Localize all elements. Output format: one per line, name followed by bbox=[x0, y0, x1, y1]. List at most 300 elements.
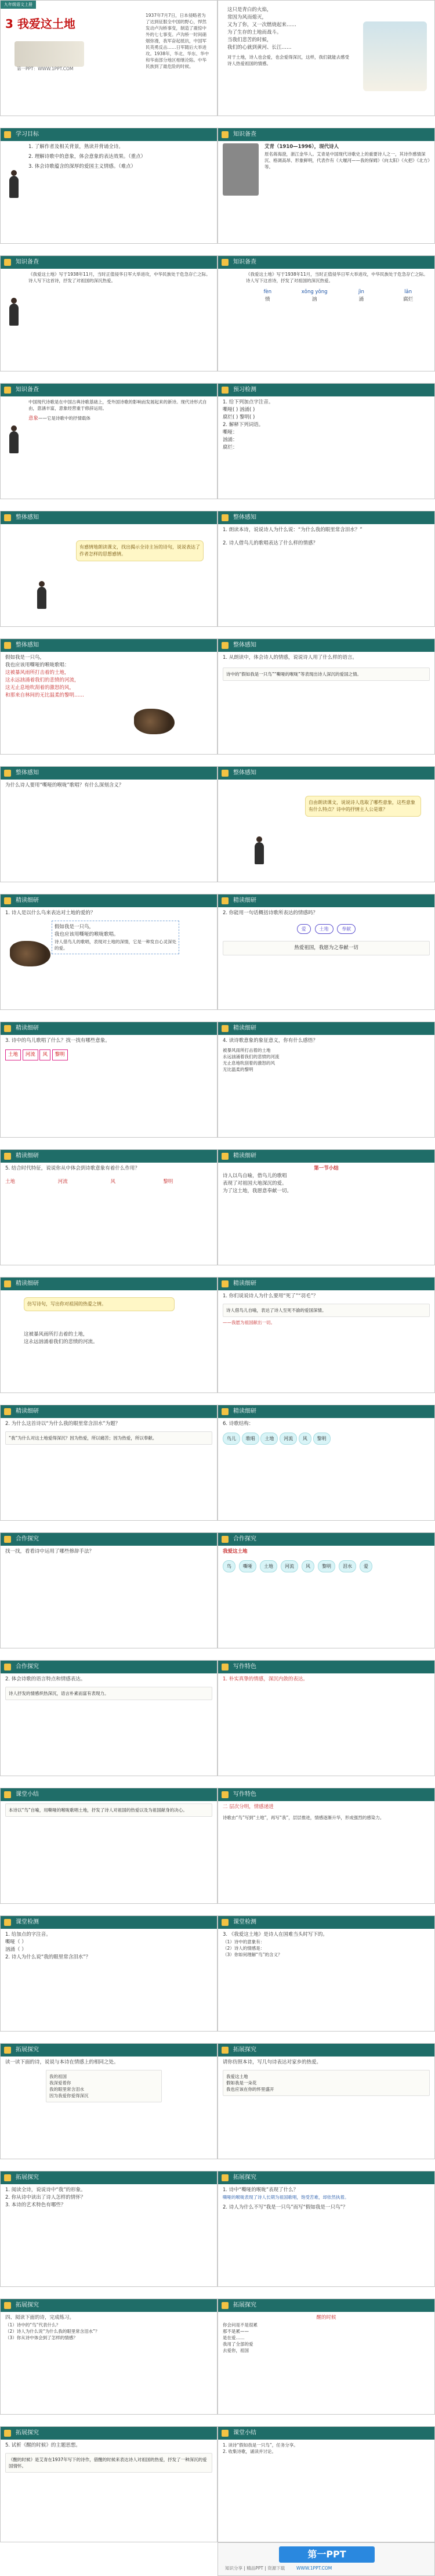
slide-24[interactable] bbox=[217, 1532, 435, 1648]
poem-line: 是在爱…… bbox=[223, 2335, 245, 2340]
slide-body bbox=[5, 2187, 212, 2283]
exercise-line: （1）诗中的意象有： bbox=[223, 1939, 265, 1944]
slide-body bbox=[5, 1420, 212, 1517]
site-logo: 第一PPT bbox=[279, 2546, 375, 2563]
slide-37[interactable] bbox=[0, 2426, 217, 2542]
slide-body bbox=[223, 1037, 430, 1134]
exercise-line: （2）诗人的情感是： bbox=[223, 1946, 265, 1951]
question: 2. 诗人为什么不写“我是一只鸟”而写“假如我是一只鸟”？ bbox=[223, 2205, 348, 2210]
slide-header: 精读细研 bbox=[218, 1022, 434, 1035]
header-icon bbox=[4, 1153, 11, 1160]
question: 4. 读诗歌意象的象征意义，你有什么感悟？ bbox=[223, 1038, 318, 1044]
slide-body bbox=[223, 526, 430, 623]
exercise-line: 汹涌： bbox=[223, 437, 238, 443]
header-icon bbox=[222, 514, 229, 521]
slide-32[interactable] bbox=[217, 2043, 435, 2159]
slide-header: 知识备查 bbox=[1, 384, 217, 396]
slide-22[interactable] bbox=[217, 1405, 435, 1521]
header-icon bbox=[222, 897, 229, 904]
question: 1. 阅读全诗，说说诗中“我”的形象。 bbox=[5, 2187, 86, 2193]
illustration bbox=[363, 21, 427, 91]
header-icon bbox=[222, 2302, 229, 2309]
structure-item: 歌唱 bbox=[242, 1433, 259, 1445]
exercise-line: 1. 给加点的字注音。 bbox=[5, 1932, 51, 1938]
slide-8[interactable] bbox=[0, 511, 217, 627]
prompt-cloud: 仿写诗句，写出你对祖国的热爱之情。 bbox=[24, 1297, 175, 1311]
structure-item: 风 bbox=[299, 1433, 311, 1445]
poem-line: 这永远汹涌着我们的悲愤的河流， bbox=[5, 677, 79, 683]
keyword: 意象 bbox=[28, 416, 39, 421]
question: 1. 诗中“嘶哑的喉咙”表现了什么？ bbox=[223, 2187, 299, 2193]
slide-body bbox=[223, 1420, 430, 1517]
slide-header: 课堂检测 bbox=[218, 1916, 434, 1929]
slide-2[interactable] bbox=[217, 0, 435, 116]
question: 1. 从朗读中，体会诗人的情感，说说诗人用了什么样的语言。 bbox=[223, 655, 357, 661]
mindmap-branch: 风 bbox=[302, 1560, 314, 1572]
poem-line: 我的祖国 bbox=[49, 2074, 67, 2079]
feature-text: 诗歌由“鸟”写到“土地”，再写“我”，层层推进，情感逐渐升华，形成强烈的感染力。 bbox=[223, 1815, 385, 1820]
slide-6[interactable] bbox=[0, 383, 217, 499]
slide-31[interactable] bbox=[0, 2043, 217, 2159]
label: 河流 bbox=[57, 1179, 68, 1185]
header-icon bbox=[222, 131, 229, 138]
summary-line: 诗人以鸟自喻，借鸟儿的歌唱 bbox=[223, 1173, 287, 1179]
slide-body bbox=[5, 271, 212, 367]
exercise-line: 嘶哑： bbox=[223, 430, 238, 435]
mindmap-branch: 鸟 bbox=[223, 1560, 235, 1572]
keyword-note: ——它是诗歌中的抒情载体 bbox=[38, 416, 91, 421]
answer-box: 诗中的“假如我是一只鸟”“嘶哑的喉咙”等表现出诗人深沉的爱国之情。 bbox=[223, 668, 430, 681]
slide-header: 拓展探究 bbox=[218, 2044, 434, 2057]
header-icon bbox=[222, 1408, 229, 1415]
slide-header: 整体感知 bbox=[1, 511, 217, 524]
slide-header: 课堂小结 bbox=[1, 1788, 217, 1801]
slide-body bbox=[5, 2442, 212, 2538]
question: 1. 朗读本诗，说说诗人为什么说：“为什么我的眼里常含泪水？” bbox=[223, 527, 362, 533]
slide-body bbox=[5, 1548, 212, 1644]
summary-line: 表现了对祖国大地深沉的爱。 bbox=[223, 1181, 287, 1186]
question: 2. 体会诗歌的语言特点和情感表达。 bbox=[5, 1676, 86, 1682]
slide-header: 写作特色 bbox=[218, 1788, 434, 1801]
header-icon bbox=[4, 2430, 11, 2437]
image-word: 土地 bbox=[5, 1049, 21, 1060]
pinyin-row bbox=[246, 288, 430, 304]
slide-body bbox=[5, 2314, 212, 2411]
exercise-line: 汹涌（ ） bbox=[5, 1947, 27, 1953]
background-text: 《我爱这土地》写于1938年11月，当时正值侵华日军大举进攻，中华民族处于危急存亡之际。诗人写下这首诗，抒发了对祖国的深沉热爱。 bbox=[28, 272, 211, 283]
slide-body bbox=[5, 1931, 212, 2027]
slide-body bbox=[223, 1548, 430, 1644]
slide-header: 精读细研 bbox=[1, 894, 217, 907]
answer-box: 《醒的时候》是艾青在1937年写下的诗作，借醒的时候来表达诗人对祖国的热爱，抒发了一种深沉的爱国情怀。 bbox=[5, 2453, 212, 2473]
slide-header: 拓展探究 bbox=[1, 2044, 217, 2057]
summary-line: 为了这土地，我愿意奉献一切。 bbox=[223, 1188, 292, 1194]
header-icon bbox=[4, 1280, 11, 1287]
slide-12[interactable] bbox=[0, 766, 217, 882]
summary-item: 1. 读诗“假如我是一只鸟”，任务分享。 bbox=[223, 2442, 298, 2448]
poem-line: 这无止息地吹刮着的激怒的风， bbox=[5, 685, 75, 691]
slide-9[interactable] bbox=[217, 511, 435, 627]
structure-item: 鸟儿 bbox=[223, 1433, 240, 1445]
teacher-icon bbox=[8, 170, 20, 198]
poem-note: 对于土地，诗人也会爱，也会爱得深沉，这样，我们就能去感受诗人热爱祖国的情感。 bbox=[227, 55, 349, 66]
slide-header: 写作特色 bbox=[218, 1661, 434, 1673]
slide-header: 预习检测 bbox=[218, 384, 434, 396]
slide-body bbox=[5, 399, 212, 495]
header-icon bbox=[4, 514, 11, 521]
pinyin-item: lǎn 腐烂 bbox=[403, 289, 414, 302]
slide-body bbox=[223, 1676, 430, 1772]
question: 四、阅读下面的诗，完成练习。 bbox=[5, 2315, 75, 2321]
slide-header: 精读细研 bbox=[1, 1022, 217, 1035]
slide-header: 精读细研 bbox=[1, 1278, 217, 1290]
slide-body bbox=[223, 2314, 430, 2411]
slide-27[interactable] bbox=[0, 1788, 217, 1904]
slide-body bbox=[223, 2059, 430, 2155]
slide-21[interactable] bbox=[0, 1405, 217, 1521]
mindmap-center: 我爱这土地 bbox=[223, 1549, 248, 1554]
slide-header: 知识备查 bbox=[1, 256, 217, 269]
question: 2. 诗人借鸟儿的歌唱表达了什么样的情感？ bbox=[223, 540, 318, 546]
side-text: 1937年7月7日，日本侵略者为了达到征服全中国的野心，悍然发动卢沟桥事变，制造了震惊中外的七七事变。卢沟桥一时间硝烟弥漫，我军奋起抵抗，中国军民英勇反击……日军随后大举进攻。1938年，华北、华东、华中和华南部分地区相继沦陷。中华民族到了最危险的时候。 bbox=[146, 13, 209, 69]
slide-20[interactable] bbox=[217, 1277, 435, 1393]
slide-28[interactable] bbox=[217, 1788, 435, 1904]
slide-body bbox=[5, 1676, 212, 1772]
slide-7[interactable] bbox=[217, 383, 435, 499]
quote-box: 假如我是一只鸟， 我也应该用嘶哑的喉咙歌唱。 诗人借鸟儿的歌唱，表现对土地的深情，它是一种发自心灵深处的爱。 bbox=[52, 921, 179, 954]
slide-5[interactable] bbox=[0, 255, 217, 371]
slide-title: 3 我爱这土地 bbox=[5, 17, 75, 31]
structure-item: 河流 bbox=[280, 1433, 297, 1445]
poem-line: 我们的心就到黄河、长江…… bbox=[227, 45, 292, 50]
poem-line: 常因为风而熄灭， bbox=[227, 15, 267, 20]
slide-body bbox=[5, 1803, 212, 1900]
image-row: 无比温柔的黎明 bbox=[223, 1067, 253, 1072]
site-tagline: 知识分享 | 精品PPT | 资源下载 bbox=[225, 2566, 285, 2571]
slide-header: 整体感知 bbox=[218, 767, 434, 780]
header-icon bbox=[4, 770, 11, 777]
exercise-line: （2）诗人为什么说“为什么我的眼里常含泪水”？ bbox=[5, 2329, 100, 2334]
exercise-line: 腐烂( ) 黎明( ) bbox=[223, 414, 255, 420]
key-pill: 土地 bbox=[315, 924, 334, 934]
teacher-icon bbox=[35, 581, 48, 609]
exercise-line: （3）你如何理解“鸟”的含义？ bbox=[223, 1952, 282, 1957]
header-icon bbox=[4, 1664, 11, 1671]
label: 土地 bbox=[5, 1179, 16, 1185]
exercise-line: 2. 诗人为什么说“我的眼里常含泪水”？ bbox=[5, 1954, 91, 1960]
poem-line: 我用了全部的爱 bbox=[223, 2342, 253, 2347]
mindmap-branch: 黎明 bbox=[318, 1560, 335, 1572]
poem-line: 我的眼里常含泪水 bbox=[49, 2087, 84, 2092]
slide-body bbox=[5, 1037, 212, 1134]
structure-item: 土地 bbox=[260, 1433, 278, 1445]
poem-line: 这只是青白的火焰， bbox=[227, 7, 272, 13]
header-icon bbox=[222, 1280, 229, 1287]
pinyin-item: fèn 愤 bbox=[263, 289, 272, 302]
slide-header: 知识备查 bbox=[218, 128, 434, 141]
header-icon bbox=[222, 387, 229, 394]
mindmap-branch: 爱 bbox=[360, 1560, 372, 1572]
poem-line: 又为了你，又一次燃烧起来…… bbox=[227, 22, 297, 28]
slide-25[interactable] bbox=[0, 1660, 217, 1776]
poem-line: 因为我爱你爱得深沉 bbox=[49, 2093, 89, 2098]
site-url: WWW.1PPT.COM bbox=[296, 2566, 332, 2571]
image-row: 无止息地吹刮着的激怒的风 bbox=[223, 1060, 275, 1066]
bird-icon bbox=[134, 709, 175, 734]
header-icon bbox=[4, 131, 11, 138]
label: 黎明 bbox=[163, 1179, 173, 1185]
background-text: 《我爱这土地》写于1938年11月，当时正值侵华日军大举进攻，中华民族处于危急存亡之际。诗人写下这首诗，抒发了对祖国的深沉热爱。 bbox=[246, 272, 428, 283]
poem-line: 假如我是一只鸟， bbox=[5, 655, 45, 661]
bird-icon bbox=[10, 941, 50, 966]
slide-body bbox=[223, 1803, 430, 1900]
slide-13[interactable] bbox=[0, 894, 217, 1010]
summary-title: 第一节小结 bbox=[314, 1166, 339, 1171]
mindmap-branch: 泪水 bbox=[339, 1560, 356, 1572]
slide-body bbox=[223, 1931, 430, 2027]
answer-box: 我爱这土地 假如我是一朵花 我也应该在你的怀里盛开 bbox=[223, 2070, 430, 2096]
slide-header: 合作探究 bbox=[218, 1533, 434, 1546]
feature-title: 1. 朴实真挚的情感，深沉内敛的表达。 bbox=[223, 1676, 308, 1682]
slide-33[interactable] bbox=[0, 2171, 217, 2287]
header-icon bbox=[222, 259, 229, 266]
slide-body bbox=[223, 1293, 430, 1389]
header-icon bbox=[4, 1919, 11, 1926]
question: 读一读下面的诗，说说与本诗在情感上的相同之处。 bbox=[5, 2059, 119, 2065]
prompt-cloud: 有感情地朗读课文，找出揭示全诗主旨的诗句，说说表达了作者怎样的思想感情。 bbox=[76, 540, 204, 561]
slide-header: 课堂小结 bbox=[218, 2427, 434, 2440]
header-icon bbox=[4, 2047, 11, 2054]
slide-36[interactable] bbox=[217, 2299, 435, 2415]
slide-header: 精读细研 bbox=[218, 1405, 434, 1418]
header-icon bbox=[222, 2174, 229, 2181]
mindmap-branch: 嘶哑 bbox=[239, 1560, 256, 1572]
question: 请你仿照本诗，写几句诗表达对家乡的热爱。 bbox=[223, 2059, 322, 2065]
exercise-line: （1）诗中的“鸟”代表什么？ bbox=[5, 2322, 61, 2328]
teacher-icon bbox=[8, 298, 20, 326]
answer-tail: ——我愿为祖国献出一切。 bbox=[223, 1320, 275, 1325]
header-icon bbox=[222, 1791, 229, 1798]
slide-body bbox=[5, 782, 212, 878]
slide-body bbox=[5, 1165, 212, 1261]
header-icon bbox=[222, 1536, 229, 1543]
header-icon bbox=[4, 2174, 11, 2181]
header-icon bbox=[222, 1664, 229, 1671]
goal-item: 3. 体会诗歌蕴含的深厚的爱国主义情感。（难点） bbox=[28, 164, 136, 169]
question: 5. 结合时代特征，说说你从中体会到诗歌意象有着什么作用？ bbox=[5, 1166, 140, 1171]
exercise-line: 腐烂： bbox=[223, 445, 238, 450]
slide-header: 拓展探究 bbox=[218, 2171, 434, 2184]
teacher-icon bbox=[8, 425, 20, 453]
prompt-cloud: 自由朗读课文，说说诗人选取了哪些意象，这些意象有什么特点？诗中的抒情主人公是谁？ bbox=[305, 796, 421, 817]
question: 3. 本诗的艺术特色有哪些？ bbox=[5, 2202, 66, 2208]
question: 1. 诗人是以什么鸟来表达对土地的爱的？ bbox=[5, 910, 96, 916]
ad-banner[interactable] bbox=[217, 2542, 435, 2576]
poem-line: 你会问是不是很累 bbox=[223, 2322, 258, 2328]
exercise-line: 1. 给下列加点字注音。 bbox=[223, 399, 274, 405]
knowledge-text: 中国现代诗歌是在中国古典诗歌基础上，受外国诗歌的影响而发展起来的新诗。现代诗形式自由，意涵丰富，意象经营重于修辞运用。 bbox=[28, 399, 207, 411]
question: 找一找，看看诗中运用了哪些修辞手法？ bbox=[5, 1549, 95, 1554]
slide-11[interactable] bbox=[217, 638, 435, 755]
image-word: 黎明 bbox=[52, 1049, 68, 1060]
header-icon bbox=[4, 1791, 11, 1798]
pinyin-item: xǒng yǒng 汹 bbox=[301, 289, 328, 302]
slide-body bbox=[5, 143, 212, 240]
image-word: 河流 bbox=[23, 1049, 38, 1060]
header-icon bbox=[222, 770, 229, 777]
slide-1[interactable] bbox=[0, 0, 217, 116]
poem-line: 当我们悲苦的时候， bbox=[227, 37, 272, 43]
slide-header: 课堂检测 bbox=[1, 1916, 217, 1929]
header-icon bbox=[4, 642, 11, 649]
slide-16[interactable] bbox=[217, 1022, 435, 1138]
goal-item: 2. 理解诗歌中的意象，体会意象的表达效果。（重点） bbox=[28, 154, 146, 160]
slide-header: 精读细研 bbox=[218, 1150, 434, 1163]
answer-text: 嘶哑的喉咙表现了诗人长期为祖国歌唱，饱受苦难，却依然执着。 bbox=[223, 2195, 349, 2200]
slide-header: 整体感知 bbox=[1, 767, 217, 780]
exercise-line: 嘶哑（ ） bbox=[5, 1939, 27, 1945]
author-photo bbox=[223, 143, 259, 196]
slide-header: 拓展探究 bbox=[1, 2427, 217, 2440]
slide-29[interactable] bbox=[0, 1915, 217, 2032]
header-icon bbox=[222, 642, 229, 649]
question: 2. 你能用一句话概括诗歌所表达的情感吗？ bbox=[223, 910, 318, 916]
slide-body bbox=[223, 910, 430, 1006]
question: 为什么诗人要用“嘶哑的喉咙”歌唱？有什么深刻含义？ bbox=[5, 782, 124, 788]
slide-body bbox=[5, 654, 212, 751]
slide-header: 合作探究 bbox=[1, 1661, 217, 1673]
question: 3. 《我爱这土地》是诗人在国难当头时写下的。 bbox=[223, 1932, 328, 1938]
exercise-line: （3）你从诗中体会到了怎样的情感？ bbox=[5, 2335, 78, 2340]
header-icon bbox=[222, 1153, 229, 1160]
slide-12b[interactable] bbox=[217, 766, 435, 882]
slide-30[interactable] bbox=[217, 1915, 435, 2032]
header-icon bbox=[222, 2047, 229, 2054]
header-icon bbox=[4, 1408, 11, 1415]
slide-34[interactable] bbox=[217, 2171, 435, 2287]
key-pill: 爱 bbox=[297, 924, 311, 934]
header-icon bbox=[4, 259, 11, 266]
image-row: 永远汹涌着我们的悲愤的河流 bbox=[223, 1054, 280, 1059]
summary-box: 本诗以“鸟”自喻，用嘶哑的喉咙歌唱土地，抒发了诗人对祖国的热爱以及为祖国献身的决心。 bbox=[5, 1803, 212, 1817]
slide-header: 拓展探究 bbox=[1, 2171, 217, 2184]
slide-header: 精读细研 bbox=[1, 1150, 217, 1163]
feature-title: 二 层次分明，情感递进 bbox=[223, 1804, 274, 1810]
slide-body bbox=[223, 2442, 430, 2538]
slide-body bbox=[223, 143, 430, 240]
exercise-line: 2. 解释下列词语。 bbox=[223, 422, 264, 428]
slide-body bbox=[223, 1165, 430, 1261]
mindmap-branch: 河流 bbox=[281, 1560, 298, 1572]
slide-body bbox=[223, 654, 430, 751]
slide-38[interactable] bbox=[217, 2426, 435, 2542]
answer-box: 诗人借鸟儿自喻，表达了诗人至死不渝的爱国深情。 bbox=[223, 1304, 430, 1317]
label: 风 bbox=[110, 1179, 116, 1185]
slide-header: 合作探究 bbox=[1, 1533, 217, 1546]
question: 1. 你们说说诗人为什么要用“死了”“羽毛”？ bbox=[223, 1293, 318, 1299]
poem-line: 我也应该用嘶哑的喉咙歌唱： bbox=[5, 662, 70, 668]
question: 2. 你从诗中读出了诗人怎样的情怀？ bbox=[5, 2195, 86, 2200]
slide-header: 整体感知 bbox=[218, 511, 434, 524]
answer-box: 诗人抒发的情感炽热深沉，语言朴素而富有表现力。 bbox=[5, 1687, 212, 1700]
slide-14[interactable] bbox=[217, 894, 435, 1010]
header-icon bbox=[4, 2302, 11, 2309]
poem-line: 那不是累—— bbox=[223, 2329, 249, 2334]
slide-17[interactable] bbox=[0, 1149, 217, 1265]
exercise-line: 嘶哑( ) 汹涌( ) bbox=[223, 407, 255, 413]
illustration bbox=[14, 41, 84, 67]
slide-header: 整体感知 bbox=[218, 639, 434, 652]
image-word: 风 bbox=[39, 1049, 50, 1060]
author-text: 原名蒋海澄，浙江金华人。艾青是中国现代诗歌史上的重要诗人之一，其诗作感情深沉、格调高昂、形象鲜明，代表作有《大堰河——我的保姆》《向太阳》《火把》《北方》等。 bbox=[264, 151, 430, 169]
slide-body bbox=[5, 2059, 212, 2155]
slide-header: 精读细研 bbox=[1, 1405, 217, 1418]
answer-box: 热爱祖国，我愿为之奉献一切 bbox=[223, 941, 430, 955]
header-icon bbox=[222, 1919, 229, 1926]
slide-15[interactable] bbox=[0, 1022, 217, 1138]
poem-block bbox=[227, 6, 352, 67]
slide-19[interactable] bbox=[0, 1277, 217, 1393]
poem-line: 这被暴风雨所打击着的土地， bbox=[5, 670, 70, 676]
poem-line: 我深爱着你 bbox=[49, 2080, 71, 2086]
slide-4[interactable] bbox=[217, 128, 435, 244]
poem-line: 和那来自林间的无比温柔的黎明…… bbox=[5, 692, 85, 698]
header-icon bbox=[4, 1025, 11, 1032]
slide-header: 拓展探究 bbox=[1, 2299, 217, 2312]
slide-header: 精读细研 bbox=[218, 1278, 434, 1290]
slide-26[interactable] bbox=[217, 1660, 435, 1776]
header-icon bbox=[4, 1536, 11, 1543]
slide-3[interactable] bbox=[0, 128, 217, 244]
pinyin-item: jìn 涌 bbox=[358, 289, 364, 302]
structure-item: 黎明 bbox=[313, 1433, 331, 1445]
poem-title: 醒的时候 bbox=[316, 2315, 336, 2321]
slide-tag: 九年级语文上册 bbox=[1, 1, 36, 9]
poem-line: 为了生存的土地而战斗。 bbox=[227, 30, 282, 35]
header-icon bbox=[4, 387, 11, 394]
header-icon bbox=[222, 2430, 229, 2437]
question: 3. 诗中的鸟儿歌唱了什么？找一找有哪些意象。 bbox=[5, 1038, 110, 1044]
slide-35[interactable] bbox=[0, 2299, 217, 2415]
poem-block: 这被暴风雨所打击着的土地， 这永远汹涌着我们的悲愤的河流。 bbox=[24, 1332, 98, 1345]
slide-header: 学习目标 bbox=[1, 128, 217, 141]
slide-header: 拓展探究 bbox=[218, 2299, 434, 2312]
slide-body bbox=[223, 2187, 430, 2283]
author-title: 艾青（1910—1996），现代诗人 bbox=[264, 144, 339, 150]
question: 5. 试析《醒的时候》的主题思想。 bbox=[5, 2442, 81, 2448]
header-icon bbox=[222, 1025, 229, 1032]
question: 6. 诗歌结构： bbox=[223, 1421, 254, 1427]
header-icon bbox=[4, 897, 11, 904]
image-row: 被暴风雨所打击着的土地 bbox=[223, 1048, 271, 1053]
answer-box: “我”为什么对这土地爱得深沉？因为热爱，所以痛苦；因为热爱，所以奉献。 bbox=[5, 1431, 212, 1445]
summary-item: 2. 收集诗歌，诵读并讨论。 bbox=[223, 2449, 277, 2454]
slide-5b[interactable] bbox=[217, 255, 435, 371]
slide-header: 精读细研 bbox=[218, 894, 434, 907]
slide-header: 整体感知 bbox=[1, 639, 217, 652]
slide-18[interactable] bbox=[217, 1149, 435, 1265]
poem-line: 去爱你，祖国 bbox=[223, 2348, 249, 2353]
mindmap-branch: 土地 bbox=[260, 1560, 277, 1572]
slide-23[interactable] bbox=[0, 1532, 217, 1648]
source-url: 第一PPT：WWW.1PPT.COM bbox=[17, 66, 74, 71]
slide-body bbox=[223, 399, 430, 495]
goal-item: 1. 了解作者及相关背景，熟读并背诵全诗。 bbox=[28, 144, 124, 150]
question: 2. 为什么这首诗以“为什么我的眼里常含泪水”为题？ bbox=[5, 1421, 121, 1427]
slide-10[interactable] bbox=[0, 638, 217, 755]
teacher-icon bbox=[253, 836, 266, 864]
slide-header: 知识备查 bbox=[218, 256, 434, 269]
